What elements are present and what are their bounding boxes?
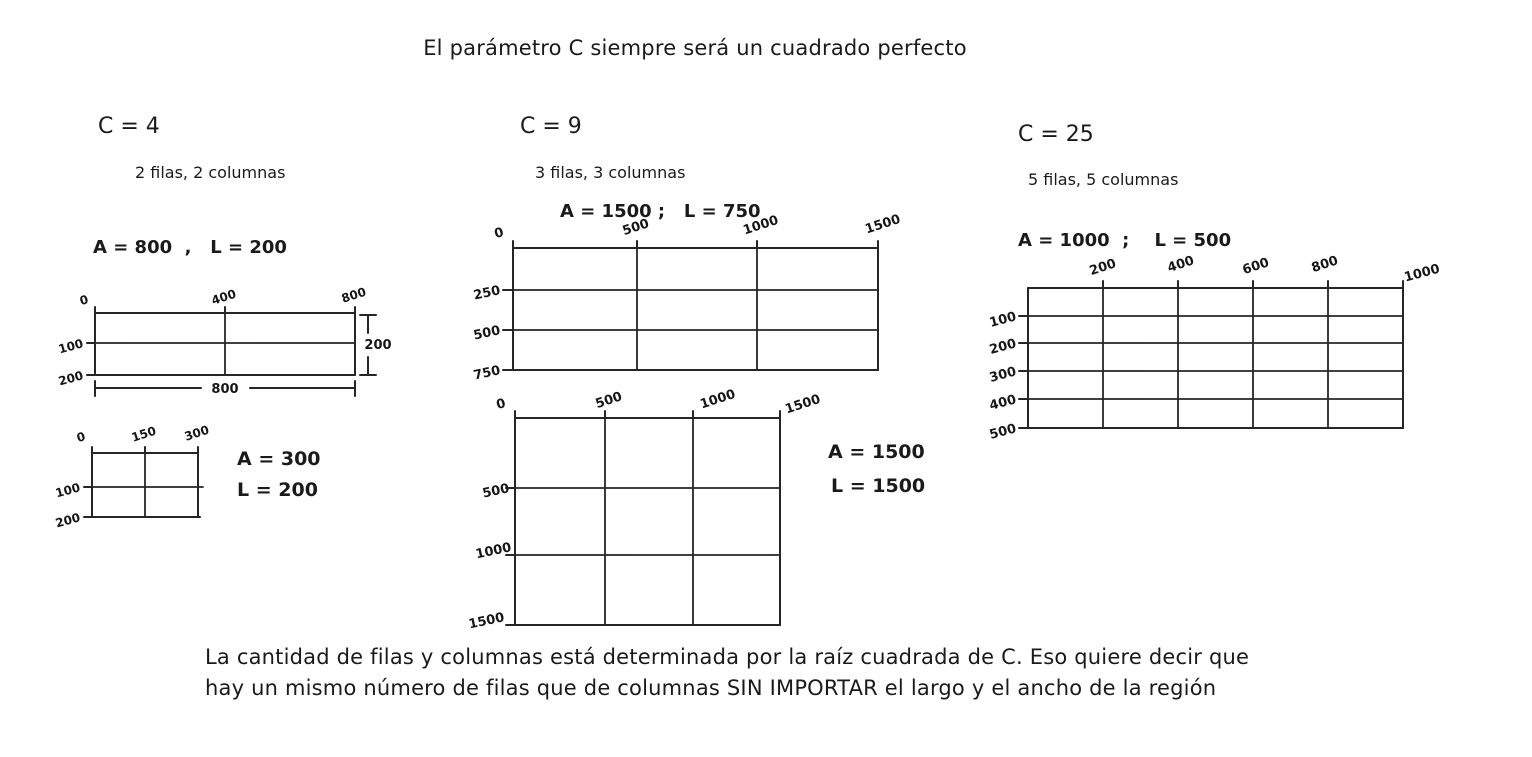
height-dimension-label: 200 — [364, 338, 392, 353]
grid-c4-a300-area-label: A = 300 — [237, 448, 321, 470]
footer-explanation-line1: La cantidad de filas y columnas está determinada por la raíz cuadrada de C. Eso quiere decir que — [205, 645, 1250, 669]
section-c9-rows-cols: 3 filas, 3 columnas — [535, 163, 686, 182]
y-tick-label: 1500 — [467, 610, 506, 633]
x-tick-label: 1000 — [741, 212, 781, 239]
section-c25-params: A = 1000 ; L = 500 — [1018, 230, 1232, 251]
x-tick-label: 600 — [1240, 255, 1272, 278]
x-tick-label: 0 — [78, 292, 90, 308]
y-tick-label: 100 — [56, 336, 85, 357]
grid-c4-a300-length-label: L = 200 — [237, 479, 318, 501]
section-c25-heading: C = 25 — [1018, 122, 1094, 147]
footer-explanation-line2: hay un mismo número de filas que de columnas SIN IMPORTAR el largo y el ancho de la región — [205, 676, 1217, 700]
y-tick-label: 200 — [987, 336, 1019, 358]
x-tick-label: 800 — [1309, 253, 1341, 276]
section-c9-heading: C = 9 — [520, 114, 582, 139]
x-tick-label: 300 — [182, 422, 211, 444]
x-tick-label: 500 — [620, 216, 652, 239]
y-tick-label: 300 — [987, 364, 1019, 386]
grid-c9-l1500 — [458, 386, 953, 648]
x-tick-label: 800 — [339, 284, 368, 306]
grid-c9-length-label: L = 1500 — [831, 475, 926, 497]
grid-c4-a800 — [56, 284, 403, 408]
x-tick-label: 1000 — [698, 386, 738, 413]
x-tick-label: 500 — [593, 389, 625, 412]
y-tick-label: 200 — [56, 368, 85, 389]
section-c25-rows-cols: 5 filas, 5 columnas — [1028, 170, 1179, 189]
x-tick-label: 0 — [492, 225, 506, 243]
x-tick-label: 1500 — [783, 391, 823, 418]
page-title: El parámetro C siempre será un cuadrado perfecto — [423, 36, 967, 60]
grid-c9-area-label: A = 1500 — [828, 441, 925, 463]
section-c4-rows-cols: 2 filas, 2 columnas — [135, 163, 286, 182]
y-tick-label: 250 — [472, 283, 502, 304]
y-tick-label: 500 — [987, 421, 1019, 443]
y-tick-label: 750 — [472, 363, 502, 384]
y-tick-label: 1000 — [474, 540, 513, 563]
x-tick-label: 1000 — [1402, 261, 1442, 286]
width-dimension-label: 800 — [211, 382, 239, 397]
x-tick-label: 1500 — [863, 211, 903, 238]
grid-c25 — [983, 253, 1453, 448]
x-tick-label: 150 — [129, 423, 158, 445]
x-tick-label: 0 — [494, 396, 508, 414]
section-c4-heading: C = 4 — [98, 114, 160, 139]
y-tick-label: 100 — [987, 309, 1019, 331]
x-tick-label: 200 — [1087, 256, 1119, 279]
y-tick-label: 200 — [53, 510, 82, 531]
y-tick-label: 500 — [472, 323, 502, 344]
y-tick-label: 400 — [987, 392, 1019, 414]
y-tick-label: 500 — [481, 481, 511, 502]
section-c9-params: A = 1500 ; L = 750 — [560, 201, 761, 222]
x-tick-label: 400 — [209, 286, 238, 308]
x-tick-label: 0 — [75, 429, 87, 445]
y-tick-label: 100 — [53, 480, 82, 501]
section-c4-params: A = 800 , L = 200 — [93, 237, 287, 258]
x-tick-label: 400 — [1165, 253, 1197, 276]
